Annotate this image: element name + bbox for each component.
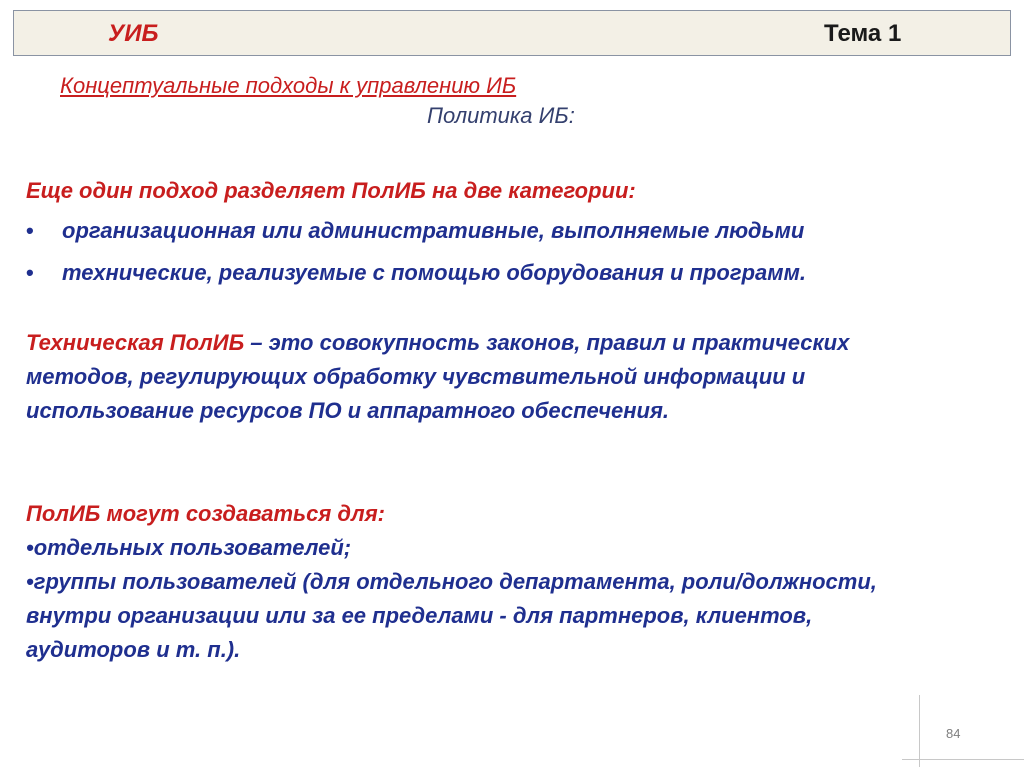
definition-line-1 [26, 326, 849, 360]
topic-title: Тема 1 [824, 20, 902, 47]
definition-text: – это совокупность законов, правил и практических [244, 330, 850, 355]
bullet-text: технические, реализуемые с помощью оборудования и программ. [62, 260, 806, 285]
page-number: 84 [946, 726, 961, 741]
list-item [26, 218, 804, 244]
definition-line-3: использование ресурсов ПО и аппаратного обеспечения. [26, 398, 670, 423]
audience-paragraph [26, 497, 877, 667]
slide-section-title: Политика ИБ: [427, 103, 575, 128]
list-item: •отдельных пользователей; [26, 535, 352, 560]
slide-subtitle: Концептуальные подходы к управлению ИБ [60, 73, 517, 98]
bullet-icon: • [26, 260, 34, 285]
definition-line-2: методов, регулирующих обработку чувствительной информации и [26, 364, 806, 389]
course-title: УИБ [108, 20, 159, 47]
section1-heading: Еще один подход разделяет ПолИБ на две категории: [26, 178, 636, 203]
decorative-rule [902, 759, 1024, 760]
bullet-text: организационная или административные, выполняемые людьми [62, 218, 805, 243]
section3-heading: ПолИБ могут создаваться для: [26, 501, 385, 526]
definition-paragraph [26, 326, 849, 428]
list-item-continuation: аудиторов и т. п.). [26, 637, 241, 662]
list-item-continuation: внутри организации или за ее пределами - для партнеров, клиентов, [26, 603, 813, 628]
header-bar [13, 10, 1011, 56]
list-item [26, 260, 806, 286]
decorative-rule [919, 695, 920, 767]
bullet-icon: • [26, 218, 34, 243]
definition-term: Техническая ПолИБ [26, 330, 245, 355]
list-item: •группы пользователей (для отдельного департамента, роли/должности, [26, 569, 877, 594]
